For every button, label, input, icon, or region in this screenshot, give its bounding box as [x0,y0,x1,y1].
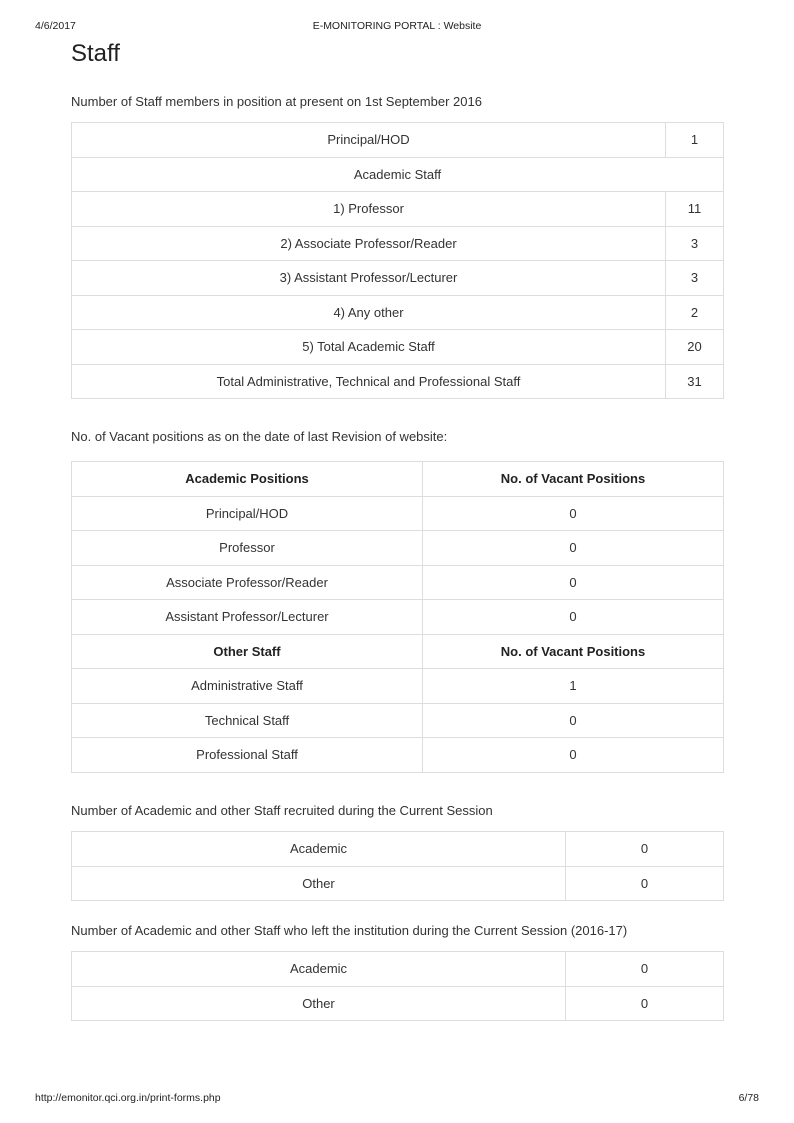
row-label: 2) Associate Professor/Reader [72,226,666,261]
table-row [72,364,724,399]
row-value: 0 [423,703,724,738]
row-label: Principal/HOD [72,123,666,158]
print-date: 4/6/2017 [35,20,76,32]
table-row [72,669,724,704]
row-value: 0 [566,866,724,901]
row-label: 3) Assistant Professor/Lecturer [72,261,666,296]
table-row [72,496,724,531]
table-row [72,738,724,773]
row-label: Associate Professor/Reader [72,565,423,600]
table-row [72,866,724,901]
row-value: 3 [666,261,724,296]
row-value: 0 [423,600,724,635]
row-label: Principal/HOD [72,496,423,531]
row-value: 2 [666,295,724,330]
print-footer-url: http://emonitor.qci.org.in/print-forms.php [35,1092,221,1104]
column-header: Other Staff [72,634,423,669]
table-row [72,986,724,1021]
row-value: 11 [666,192,724,227]
table-row [72,703,724,738]
row-label: Academic [72,832,566,867]
row-label: Assistant Professor/Lecturer [72,600,423,635]
column-header: Academic Positions [72,462,423,497]
table-header-row [72,462,724,497]
vacant-positions-caption: No. of Vacant positions as on the date of last Revision of website: [71,429,448,444]
page-number: 6/78 [738,1092,759,1104]
row-value: 1 [423,669,724,704]
row-value: 0 [423,565,724,600]
row-label: Administrative Staff [72,669,423,704]
row-value: 0 [423,496,724,531]
row-value: 0 [423,738,724,773]
column-header: No. of Vacant Positions [423,462,724,497]
staff-in-position-table [71,122,724,399]
table-row [72,123,724,158]
row-value: 0 [423,531,724,566]
table-row [72,600,724,635]
table-row [72,531,724,566]
vacant-positions-table [71,461,724,773]
table-row [72,832,724,867]
print-header-title: E-MONITORING PORTAL : Website [312,20,482,32]
row-label: Technical Staff [72,703,423,738]
table-row [72,226,724,261]
row-value: 3 [666,226,724,261]
table-row [72,330,724,365]
page-title: Staff [71,40,120,67]
row-label: 5) Total Academic Staff [72,330,666,365]
row-value: 20 [666,330,724,365]
table-row [72,295,724,330]
row-value: 0 [566,986,724,1021]
row-label: Professor [72,531,423,566]
row-label: Academic [72,952,566,987]
recruited-caption: Number of Academic and other Staff recruited during the Current Session [71,803,493,818]
table-row [72,157,724,192]
row-value: 0 [566,952,724,987]
row-value: 0 [566,832,724,867]
row-value: 31 [666,364,724,399]
row-label: 4) Any other [72,295,666,330]
recruited-table [71,831,724,901]
row-label: Other [72,986,566,1021]
row-label: Professional Staff [72,738,423,773]
table-row [72,565,724,600]
table-header-row [72,634,724,669]
table-row [72,261,724,296]
left-institution-caption: Number of Academic and other Staff who left the institution during the Current Session (2016-17) [71,923,628,938]
table-row [72,192,724,227]
table-row [72,952,724,987]
academic-staff-header: Academic Staff [72,157,724,192]
row-label: Other [72,866,566,901]
left-institution-table [71,951,724,1021]
staff-in-position-caption: Number of Staff members in position at present on 1st September 2016 [71,94,482,109]
column-header: No. of Vacant Positions [423,634,724,669]
row-label: 1) Professor [72,192,666,227]
row-value: 1 [666,123,724,158]
row-label: Total Administrative, Technical and Professional Staff [72,364,666,399]
